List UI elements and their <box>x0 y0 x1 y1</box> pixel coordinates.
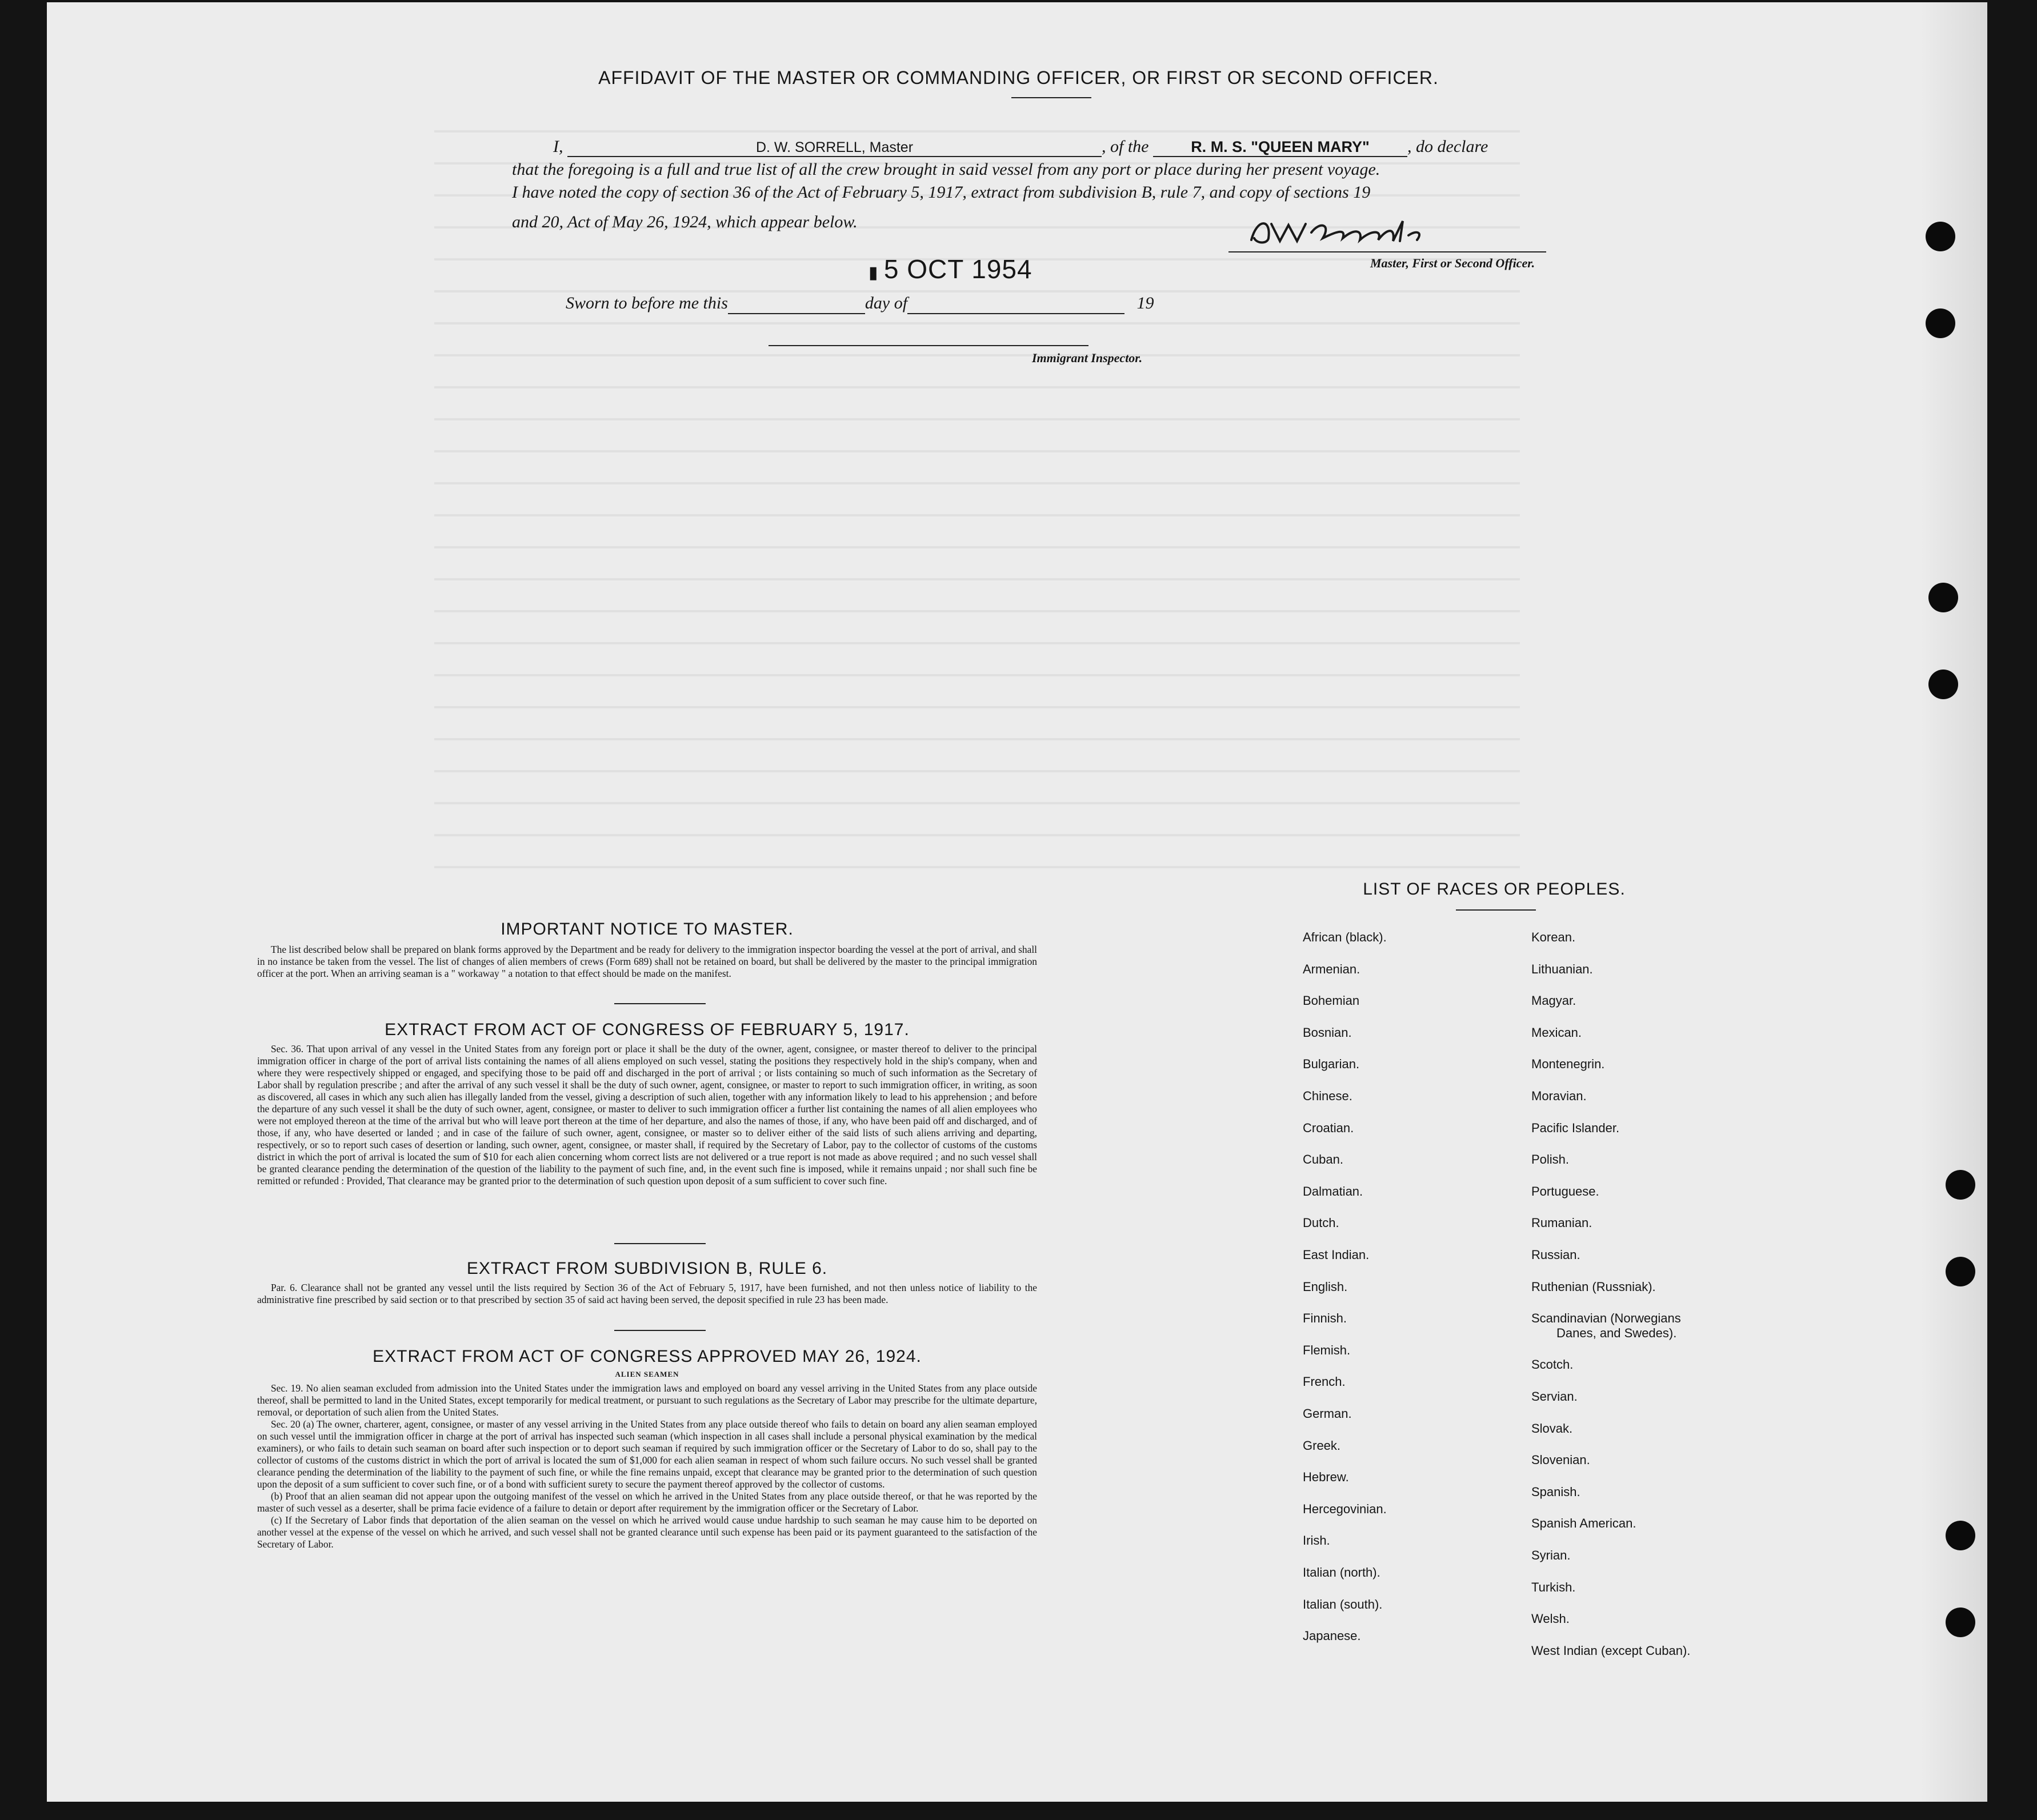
year-prefix: 19 <box>1136 294 1154 312</box>
race-item: Syrian. <box>1531 1548 1571 1562</box>
race-item: Portuguese. <box>1531 1184 1599 1198</box>
races-title: LIST OF RACES OR PEOPLES. <box>1363 880 1626 899</box>
binder-hole <box>1926 308 1955 338</box>
race-item: Welsh. <box>1531 1611 1570 1626</box>
do-declare-text: , do declare <box>1407 137 1488 156</box>
race-item: Italian (south). <box>1303 1597 1383 1611</box>
of-the-text: , of the <box>1102 137 1149 156</box>
race-item: Lithuanian. <box>1531 961 1593 976</box>
race-item: Polish. <box>1531 1152 1570 1167</box>
sworn-text: Sworn to before me this <box>566 294 728 312</box>
divider <box>614 1330 706 1331</box>
race-item: Bulgarian. <box>1303 1057 1360 1072</box>
affidavit-i: I, <box>553 137 563 156</box>
race-item: Rumanian. <box>1531 1216 1592 1230</box>
binder-hole <box>1946 1257 1975 1286</box>
divider <box>614 1003 706 1004</box>
race-item: Italian (north). <box>1303 1565 1380 1580</box>
race-item: Danes, and Swedes). <box>1556 1325 1677 1340</box>
extract-1924-text <box>257 1382 1037 1550</box>
races-divider <box>1456 909 1536 911</box>
race-item: Chinese. <box>1303 1089 1352 1103</box>
affidavit-line-3: I have noted the copy of section 36 of the Act of February 5, 1917, extract from subdivision B, rule 7, and copy of sections 19 <box>512 183 1371 202</box>
binder-hole <box>1928 583 1958 612</box>
rule6-text <box>257 1282 1037 1306</box>
binder-hole <box>1928 670 1958 699</box>
race-item: Spanish American. <box>1531 1516 1636 1531</box>
date-stamp: ▮ 5 OCT 1954 <box>869 254 1032 284</box>
master-name: D. W. SORRELL, Master <box>755 139 914 155</box>
race-item: Servian. <box>1531 1389 1578 1404</box>
race-item: French. <box>1303 1374 1346 1389</box>
race-item: Croatian. <box>1303 1120 1354 1135</box>
sec19-paragraph: Sec. 19. No alien seaman excluded from admission into the United States under the immigration laws and employed on board any vessel arriving in the United States from any place outside thereof, shall be permitted to land in the United States, except temporarily for medical treatment, or pursuant to such regulations as the Secretary of Labor may prescribe for the ultimate departure, removal, or deportation of such alien from the United States. <box>257 1382 1037 1418</box>
signature-line <box>1228 251 1546 252</box>
race-item: Hercegovinian. <box>1303 1501 1387 1516</box>
race-item: German. <box>1303 1406 1352 1421</box>
master-signature <box>1246 213 1463 252</box>
affidavit-line-1 <box>553 137 1586 157</box>
race-item: East Indian. <box>1303 1248 1370 1262</box>
sworn-line <box>566 294 1154 314</box>
race-item: Magyar. <box>1531 993 1576 1008</box>
race-item: Finnish. <box>1303 1311 1347 1326</box>
sec36-paragraph: Sec. 36. That upon arrival of any vessel in the United States from any foreign port or place it shall be the duty of the owner, agent, consignee, or master thereof to deliver to the principal immigration officer in charge of the port of arrival lists containing the names of all aliens employed on such vessel, stating the positions they respectively hold in the ship's company, when and where they were respectively shipped or engaged, and specifying those to be paid off and discharged in the port of arrival ; or lists containing so much of such information as the Secretary of Labor shall by regulation prescribe ; and after the arrival of any such vessel it shall be the duty of such owner, agent, consignee, or master to report to such immigration officer, in writing, as soon as discovered, all cases in which any such alien has illegally landed from the vessel, giving a description of such alien, together with any information likely to lead to his apprehension ; and before the departure of any such vessel it shall be the duty of such owner, agent, consignee, or master to deliver to such immigration officer a further list containing the names of all alien employees who were not employed thereon at the time of the arrival but who will leave port thereon at the time of her departure, and also the names of those, if any, who have been paid off and discharged, and of those, if any, who have deserted or landed ; and in case of the failure of such owner, agent, consignee, or master so to deliver either of the said lists of such aliens arriving and departing, respectively, or so to report such cases of desertion or landing, such owner, agent, consignee, or master shall, if required by the Secretary of Labor, pay to the collector of customs of the customs district in which the port of arrival is located the sum of $10 for each alien concerning whom correct lists are not delivered or a true report is not made as above required ; and no such vessel shall be granted clearance pending the determination of the question of the liability to the payment of such fine, and, in the event such fine is imposed, while it remains unpaid ; nor shall such fine be remitted or refunded : Provided, That clearance may be granted prior to the determination of such question upon deposit of a sum sufficient to cover such fine. <box>257 1043 1037 1186</box>
notice-title: IMPORTANT NOTICE TO MASTER. <box>501 920 794 939</box>
sec20b-paragraph: (b) Proof that an alien seaman did not appear upon the outgoing manifest of the vessel on which he arrived in the United States from any place outside thereof, or that he was reported by the master of such vessel as a deserter, shall be prima facie evidence of a failure to detain or deport after requirement by the immigration officer or the Secretary of Labor. <box>257 1490 1037 1514</box>
race-item: Bosnian. <box>1303 1025 1352 1040</box>
race-item: Dalmatian. <box>1303 1184 1363 1198</box>
race-item: West Indian (except Cuban). <box>1531 1643 1691 1658</box>
binder-hole <box>1946 1170 1975 1200</box>
race-item: Spanish. <box>1531 1484 1580 1499</box>
date-stamp-text: 5 OCT 1954 <box>883 254 1032 284</box>
title-divider <box>1011 97 1091 98</box>
race-item: Slovenian. <box>1531 1453 1590 1468</box>
extract-1917-title: EXTRACT FROM ACT OF CONGRESS OF FEBRUARY 5, 1917. <box>385 1020 910 1039</box>
sec20c-paragraph: (c) If the Secretary of Labor finds that deportation of the alien seaman on the vessel on which he arrived would cause undue hardship to such seaman he may cause him to be deported on another vessel at the expense of the vessel on which he arrived, and such vessel shall not be granted clearance until such expense has been paid or its payment guaranteed to the satisfaction of the Secretary of Labor. <box>257 1514 1037 1550</box>
race-item: Scotch. <box>1531 1357 1574 1372</box>
inspector-signature-line <box>769 345 1088 346</box>
race-item: Armenian. <box>1303 961 1360 976</box>
race-item: Cuban. <box>1303 1152 1343 1167</box>
month-field <box>907 294 1124 314</box>
rule6-paragraph: Par. 6. Clearance shall not be granted any vessel until the lists required by Section 36 of the Act of February 5, 1917, have been furnished, and not then unless notice of liability to the administrative fine prescribed by said section or to that prescribed by section 35 of said act having been served, the deposit specified in rule 23 has been made. <box>257 1282 1037 1305</box>
race-item: English. <box>1303 1279 1348 1294</box>
affidavit-title: AFFIDAVIT OF THE MASTER OR COMMANDING OFFICER, OR FIRST OR SECOND OFFICER. <box>598 67 1439 88</box>
binder-hole <box>1946 1521 1975 1550</box>
race-item: African (black). <box>1303 930 1387 944</box>
race-item: Japanese. <box>1303 1629 1361 1643</box>
notice-paragraph: The list described below shall be prepared on blank forms approved by the Department and be ready for delivery to the immigration inspector boarding the vessel at the port of arrival, and shall in no instance be taken from the vessel. The list of changes of alien members of crews (Form 689) shall not be retained on board, but shall be delivered by the master to the principal immigration officer at the port. When an arriving seaman is a " workaway " a notation to that effect should be made on the manifest. <box>257 944 1037 979</box>
divider <box>614 1243 706 1244</box>
day-field <box>728 294 865 314</box>
race-item: Dutch. <box>1303 1216 1339 1230</box>
extract-1917-text <box>257 1043 1037 1187</box>
binder-hole <box>1926 222 1955 251</box>
race-item: Korean. <box>1531 930 1576 944</box>
race-item: Greek. <box>1303 1438 1341 1453</box>
race-item: Scandinavian (Norwegians <box>1531 1311 1681 1326</box>
race-item: Ruthenian (Russniak). <box>1531 1279 1656 1294</box>
signature-caption: Master, First or Second Officer. <box>1370 256 1535 270</box>
sec20a-paragraph: Sec. 20 (a) The owner, charterer, agent, consignee, or master of any vessel arriving in the United States from any place outside thereof who fails to detain on board any alien seaman employed on such vessel until the immigration officer in charge at the port of arrival has inspected such seaman (which inspection in all cases shall include a personal physical examination by the medical examiners), or who fails to detain such seaman on board after such inspection or to deport such seaman if required by such immigration officer or the Secretary of Labor to do so, shall pay to the collector of customs of the customs district in which the port of arrival is located the sum of $1,000 for each alien seaman in respect of whom such failure occurs. No such vessel shall be granted clearance pending the determination of the liability to the payment of such fine, or while the fine remains unpaid, except that clearance may be granted prior to the determination of such question upon the deposit of a sum sufficient to cover such fine, or of a bond with sufficient surety to secure the payment thereof approved by the collector of customs. <box>257 1418 1037 1490</box>
race-item: Flemish. <box>1303 1342 1351 1357</box>
affidavit-line-4: and 20, Act of May 26, 1924, which appear below. <box>512 213 858 231</box>
race-item: Turkish. <box>1531 1580 1576 1594</box>
alien-seamen-subtitle: ALIEN SEAMEN <box>615 1370 679 1378</box>
rule6-title: EXTRACT FROM SUBDIVISION B, RULE 6. <box>466 1259 828 1278</box>
binder-hole <box>1946 1607 1975 1637</box>
race-item: Russian. <box>1531 1248 1580 1262</box>
race-item: Mexican. <box>1531 1025 1582 1040</box>
race-item: Bohemian <box>1303 993 1360 1008</box>
notice-text <box>257 944 1037 980</box>
vessel-name: R. M. S. "QUEEN MARY" <box>1191 138 1370 155</box>
race-item: Moravian. <box>1531 1089 1587 1103</box>
race-item: Slovak. <box>1531 1421 1573 1436</box>
race-item: Montenegrin. <box>1531 1057 1605 1072</box>
affidavit-line-2: that the foregoing is a full and true list of all the crew brought in said vessel from any port or place during her present voyage. <box>512 160 1380 179</box>
master-name-field <box>567 139 1102 157</box>
day-of-text: day of <box>865 294 908 312</box>
race-item: Irish. <box>1303 1533 1330 1548</box>
vessel-field <box>1153 138 1407 157</box>
race-item: Pacific Islander. <box>1531 1120 1620 1135</box>
extract-1924-title: EXTRACT FROM ACT OF CONGRESS APPROVED MAY 26, 1924. <box>373 1347 922 1366</box>
inspector-caption: Immigrant Inspector. <box>1032 351 1143 365</box>
race-item: Hebrew. <box>1303 1470 1349 1485</box>
